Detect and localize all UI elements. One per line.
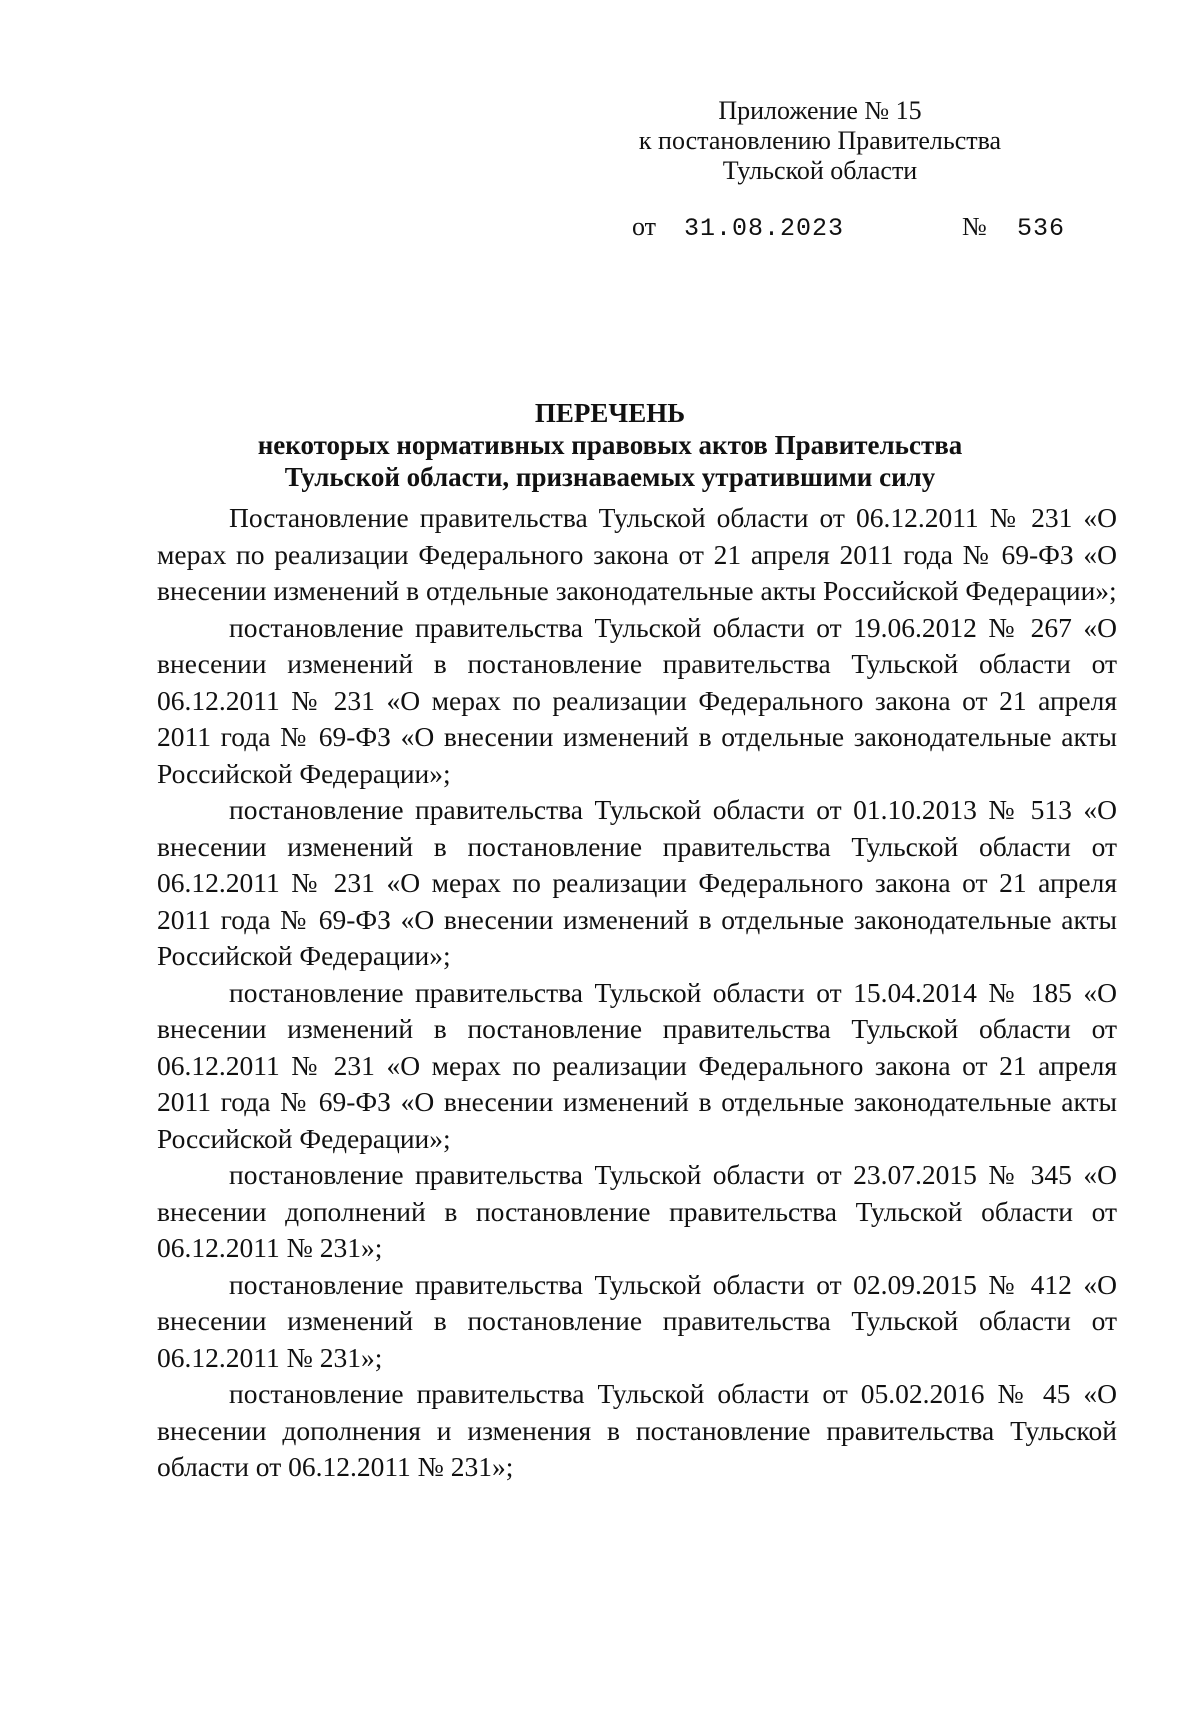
decree-date-number-line [632,210,1072,244]
title-subheading-line1: некоторых нормативных правовых актов Правительства [257,430,963,460]
list-item: постановление правительства Тульской области от 05.02.2016 № 45 «О внесении дополнения и изменения в постановление правительства Тульской области от 06.12.2011 № 231»; [157,1378,1117,1482]
decree-number: 536 [1017,214,1066,243]
acts-list [157,500,1117,1486]
decree-date: 31.08.2023 [684,214,845,243]
appendix-header [590,96,1050,186]
appendix-region-line: Тульской области [722,156,918,185]
title-subheading-line2: Тульской области, признаваемых утратившими силу [284,462,936,492]
list-item: постановление правительства Тульской области от 01.10.2013 № 513 «О внесении изменений в постановление правительства Тульской области от 06.12.2011 № 231 «О мерах по реализации Федерального закона от 21 апреля 2011 года № 69-ФЗ «О внесении изменений в отдельные законодательные акты Российской Федерации»; [157,794,1117,971]
appendix-reference-line: к постановлению Правительства [638,126,1002,155]
number-sign: № [962,212,987,241]
list-item: постановление правительства Тульской области от 15.04.2014 № 185 «О внесении изменений в постановление правительства Тульской области от 06.12.2011 № 231 «О мерах по реализации Федерального закона от 21 апреля 2011 года № 69-ФЗ «О внесении изменений в отдельные законодательные акты Российской Федерации»; [157,976,1117,1154]
title-heading: ПЕРЕЧЕНЬ [534,398,686,428]
document-title [130,397,1090,493]
appendix-number-line: Приложение № 15 [718,96,922,125]
list-item: постановление правительства Тульской области от 23.07.2015 № 345 «О внесении дополнений в постановление правительства Тульской области от 06.12.2011 № 231»; [157,1159,1117,1263]
list-item: постановление правительства Тульской области от 19.06.2012 № 267 «О внесении изменений в постановление правительства Тульской области от 06.12.2011 № 231 «О мерах по реализации Федерального закона от 21 апреля 2011 года № 69-ФЗ «О внесении изменений в отдельные законодательные акты Российской Федерации»; [157,611,1117,789]
list-item: Постановление правительства Тульской области от 06.12.2011 № 231 «О мерах по реализации Федерального закона от 21 апреля 2011 года № 69-ФЗ «О внесении изменений в отдельные законодательные акты Российской Федерации»; [157,502,1117,606]
list-item: постановление правительства Тульской области от 02.09.2015 № 412 «О внесении изменений в постановление правительства Тульской области от 06.12.2011 № 231»; [157,1268,1117,1373]
date-prefix: от [632,212,657,241]
